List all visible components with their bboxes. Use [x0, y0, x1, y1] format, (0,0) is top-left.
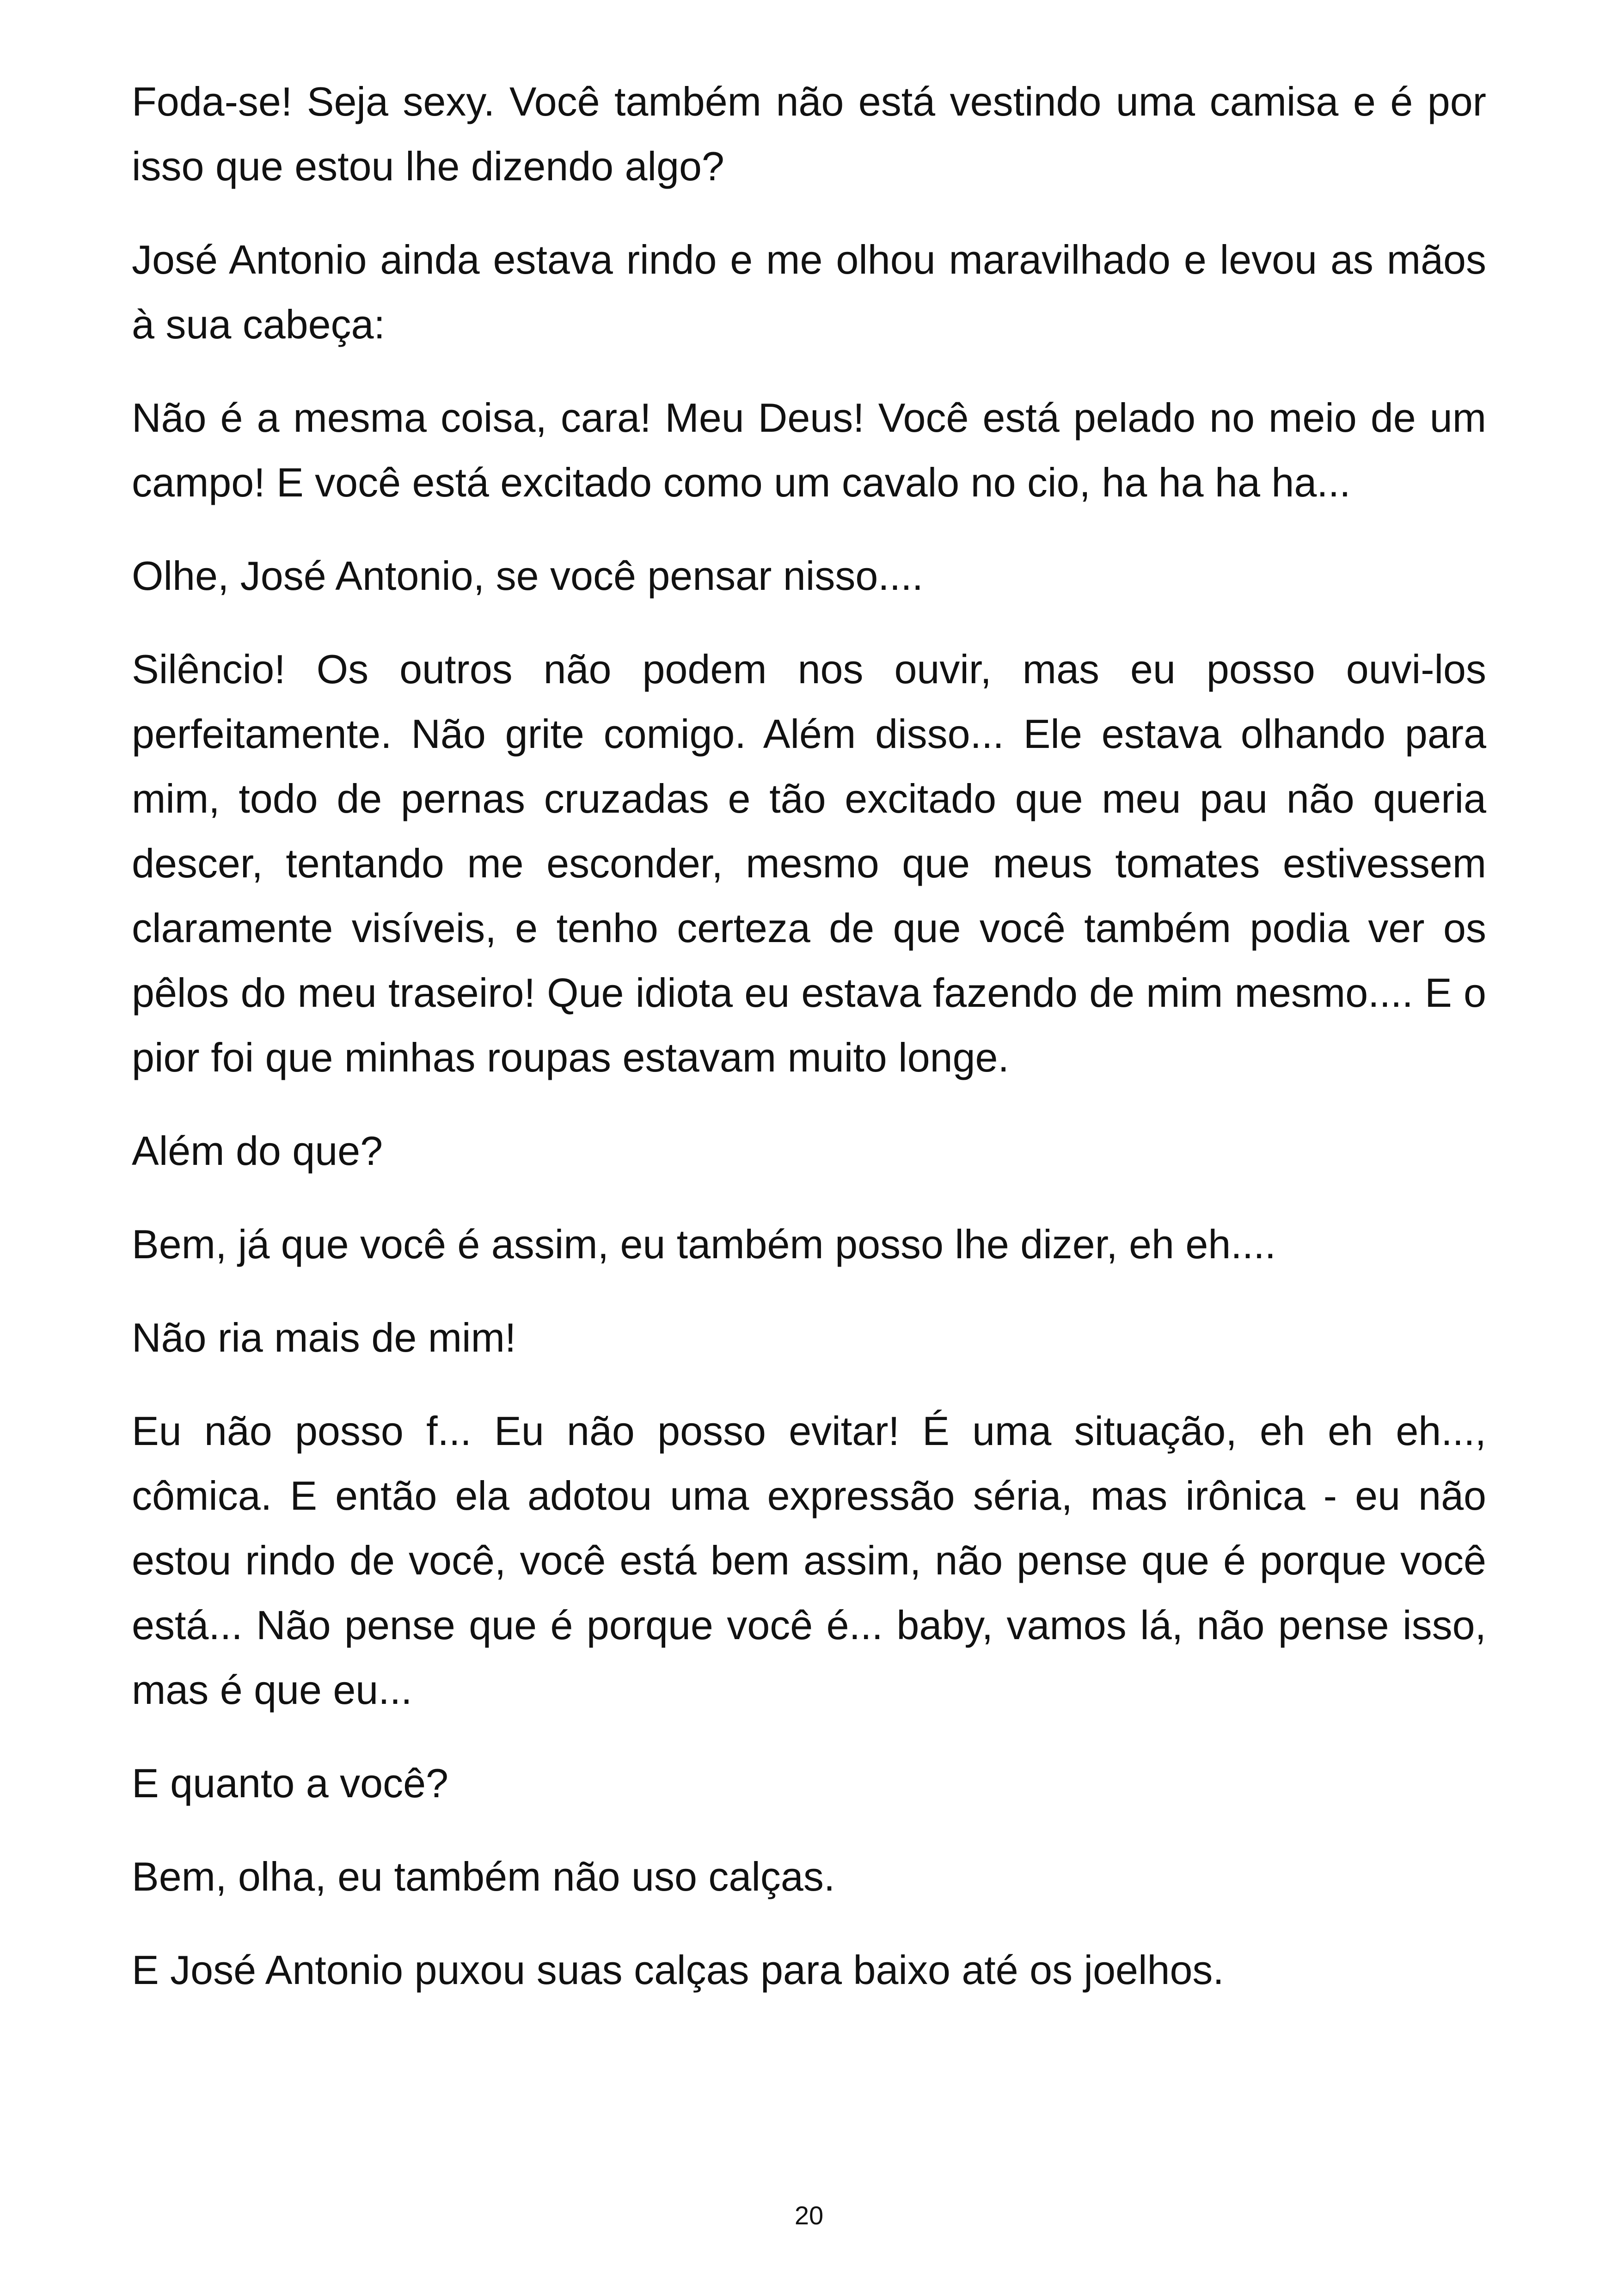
paragraph-3: Não é a mesma coisa, cara! Meu Deus! Você está pelado no meio de um campo! E você está excitado como um cavalo no cio, ha ha ha ha... [132, 395, 1486, 505]
paragraph-7: Bem, já que você é assim, eu também posso lhe dizer, eh eh.... [132, 1221, 1276, 1267]
paragraph-1: Foda-se! Seja sexy. Você também não está vestindo uma camisa e é por isso que estou lhe dizendo algo? [132, 79, 1486, 189]
paragraph-11: Bem, olha, eu também não uso calças. [132, 1854, 835, 1899]
paragraph-9: Eu não posso f... Eu não posso evitar! É uma situação, eh eh eh..., cômica. E então ela adotou uma expressão séria, mas irônica - eu não estou rindo de você, você está bem assim, não pense que é porque você está... Não pense que é porque você é... baby, vamos lá, não pense isso, mas é que eu... [132, 1408, 1486, 1713]
paragraph-6: Além do que? [132, 1128, 383, 1174]
paragraph-12: E José Antonio puxou suas calças para baixo até os joelhos. [132, 1947, 1224, 1993]
paragraph-5: Silêncio! Os outros não podem nos ouvir, mas eu posso ouvi-los perfeitamente. Não grite comigo. Além disso... Ele estava olhando para mim, todo de pernas cruzadas e tão excitado que meu pau não queria descer, tentando me esconder, mesmo que meus tomates estivessem claramente visíveis, e tenho certeza de que você também podia ver os pêlos do meu traseiro! Que idiota eu estava fazendo de mim mesmo.... E o pior foi que minhas roupas estavam muito longe. [132, 646, 1486, 1080]
paragraph-10: E quanto a você? [132, 1760, 448, 1806]
body-text [132, 69, 1486, 2031]
paragraph-4: Olhe, José Antonio, se você pensar nisso.... [132, 553, 924, 599]
paragraph-2: José Antonio ainda estava rindo e me olhou maravilhado e levou as mãos à sua cabeça: [132, 237, 1486, 347]
page-number: 20 [794, 2201, 824, 2230]
paragraph-8: Não ria mais de mim! [132, 1315, 516, 1360]
